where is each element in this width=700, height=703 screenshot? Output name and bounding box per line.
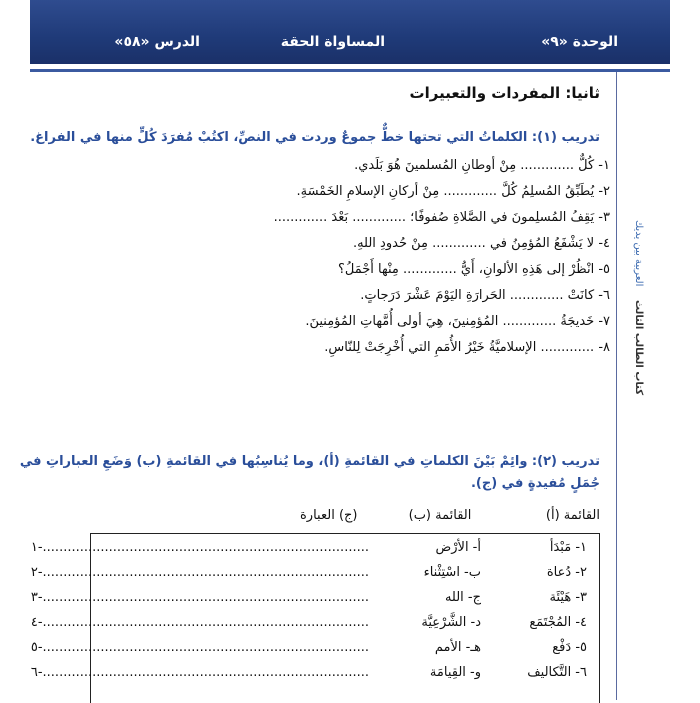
answer-line: ...............................................................................-٤ [30,615,369,630]
list-b-item: د- الشَّرْعِيَّة [421,615,481,630]
answer-line: ...............................................................................-٦ [30,665,369,680]
matching-table [30,533,600,703]
list-b-item: هـ- الأمم [434,640,481,655]
list-a-item: ١- مَبْدَأ [549,540,587,555]
exercise1-item: ٤- لا يَشْفَعُ المُؤمِنُ في ............. مِنْ حُدودِ اللهِ. [352,236,610,251]
list-a-item: ٤- المُجْتَمَع [529,615,587,630]
section-title: ثانيا: المفردات والتعبيرات [409,84,600,102]
list-b-item: و- القِيامَة [429,665,481,680]
list-b-item: أ- الأرْض [435,540,481,555]
exercise1-item: ٥- انْظُرْ إلى هَذِهِ الألوانِ، أَيُّ ............. مِنْها أَجْمَلُ؟ [337,262,610,277]
exercise2-instruction-line1: تدريب (٢): وائِمْ بَيْنَ الكلماتِ في القائمةِ (أ)، وما يُناسِبُها في القائمةِ (ب) وَضَعِ العباراتِ في [19,454,600,469]
list-a-item: ٢- دُعاة [546,565,587,580]
matching-headers [90,508,600,529]
page-content [19,0,610,700]
lesson-number: الدرس «٥٨» [114,34,200,50]
table-row [30,665,599,689]
list-b-item: ج- الله [444,590,481,605]
list-a-item: ٦- التَّكاليف [527,665,587,680]
header-list-a: القائمة (أ) [545,508,600,523]
table-row [30,565,599,589]
answer-line: ...............................................................................-٥ [30,640,369,655]
list-b-item: ب- اسْتِثْناء [423,565,481,580]
unit-label: الوحدة «٩» [541,34,618,50]
answer-line: ...............................................................................-٣ [30,590,369,605]
lesson-title: المساواة الحقة [280,34,385,50]
exercise1-item: ٣- يَقِفُ المُسلِمونَ في الصَّلاةِ صُفوفًا؛ ............. بَعْدَ ............. [273,210,610,225]
exercise1-item: ٢- يُطَبِّقُ المُسلِمُ كُلَّ ............. مِنْ أركانِ الإسلامِ الخَمْسَةِ. [296,184,610,199]
exercise1-item: ٧- خَديجَةُ ............. المُؤمِنينَ، هِيَ أولى أُمَّهاتِ المُؤمِنينَ. [305,314,610,329]
table-row [30,590,599,614]
exercise1-instruction: تدريب (١): الكلماتُ التي تحتها خطٌّ جموعٌ وردت في النصِّ، اكتُبْ مُفرَدَ كُلٍّ منها في الفراغ. [30,130,600,145]
exercise1-item: ١- كُلٌّ ............. مِنْ أوطانِ المُسلمينَ هُوَ بَلَدي. [354,158,610,173]
table-row [30,640,599,664]
answer-line: ...............................................................................-٢ [30,565,369,580]
list-a-item: ٥- دَفْع [552,640,587,655]
sidebar-book-title: العربية بين يديك [633,220,644,287]
exercise1-item: ٨- ............. الإسلاميَّةُ خَيْرُ الأُمَمِ التي أُخْرِجَتْ لِلنّاسِ. [324,340,610,355]
table-row [30,615,599,639]
list-a-item: ٣- هَيْئَة [549,590,587,605]
header-list-c: (ج) العبارة [300,508,358,523]
sidebar-book-level: كتاب الطالب الثالث [633,300,644,396]
exercise1-item: ٦- كانَتْ ............. الحَرارَةِ اليَوْمَ عَشْرَ دَرَجاتٍ. [360,288,610,303]
answer-line: ...............................................................................-١ [30,540,369,555]
header-list-b: القائمة (ب) [408,508,472,523]
exercise2-instruction-line2: جُمَلٍ مُفيدةٍ في (ج). [470,476,600,491]
table-row [30,540,599,564]
